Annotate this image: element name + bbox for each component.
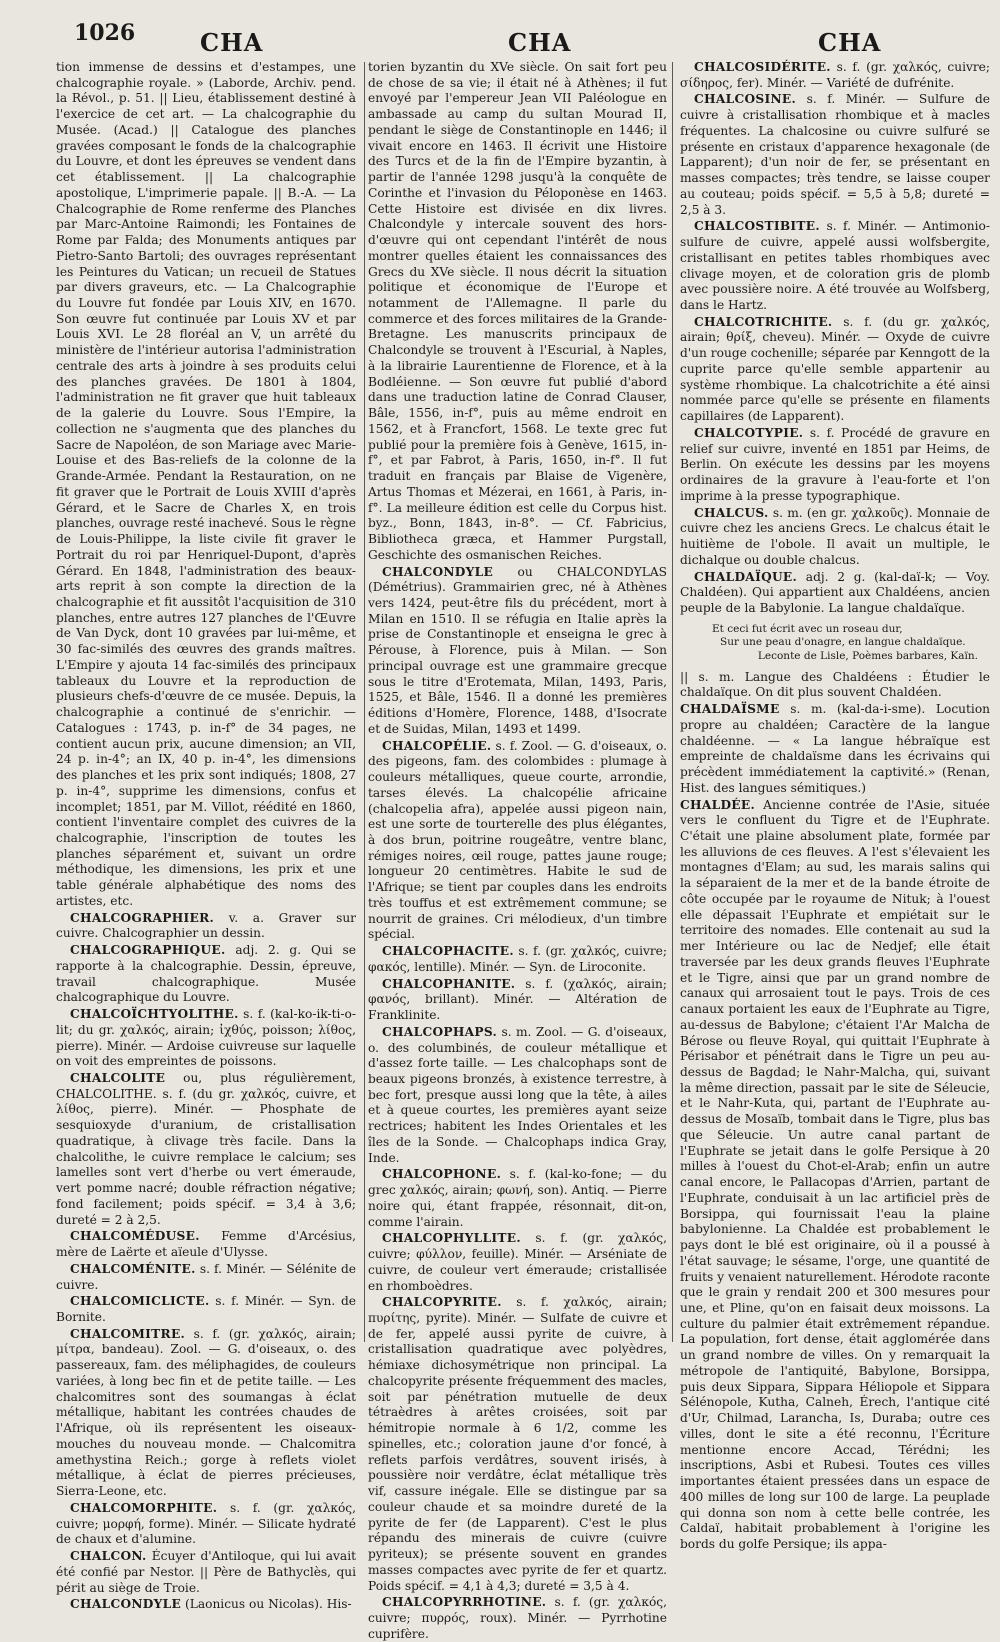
- dictionary-entry: [56, 1501, 356, 1548]
- entry-text: s. f. (gr. χαλκός, cuivre; φύλλον, feuille). Minér. — Arséniate de cuivre, de couleur vert émeraude; cristallisée en rhomboèdres.: [368, 1231, 667, 1293]
- entry-text: adj. 2 g. (kal-daï-k; — Voy. Chaldéen). Qui appartient aux Chaldéens, ancien peuple de la Babylonie. La langue chaldaïque.: [680, 569, 990, 615]
- verse-quotation: [712, 623, 978, 664]
- column-center: [356, 60, 668, 1641]
- entry-text: s. f. Minér. — Antimonio-sulfure de cuivre, appelé aussi wolfsbergite, cristallisant en petites tables rhombiques avec clivage moyen, et de coloration gris de plomb avec poussière noire. A été trouvée au Wolfsberg, dans le Hartz.: [680, 219, 991, 313]
- dictionary-entry: [672, 506, 990, 569]
- dictionary-entry: [672, 670, 990, 701]
- dictionary-entry: [56, 1597, 356, 1613]
- dictionary-entry: [672, 315, 990, 425]
- entry-headword: CHALCOPÉLIE.: [382, 738, 492, 753]
- column-right: [672, 60, 991, 1552]
- entry-headword: CHALCOPHAPS.: [382, 1024, 498, 1039]
- entry-headword: CHALDAÏSME: [680, 702, 780, 717]
- dictionary-entry: [56, 1262, 356, 1293]
- entry-text: s. f. (χαλκός, airain; φανός, brillant). Minér. — Altération de Franklinite.: [368, 976, 668, 1023]
- dictionary-entry: [356, 60, 667, 564]
- dictionary-entry: [56, 1327, 356, 1500]
- entry-text: s. f. (kal-ko-ik-ti-o-lit; du gr. χαλκός, airain; ἰχθύς, poisson; λίθος, pierre). Minér. — Ardoise cuivreuse sur laquelle on voit des empreintes de poissons.: [56, 1007, 356, 1069]
- entry-text: s. f. (gr. χαλκός, cuivre; φακός, lentille). Minér. — Syn. de Liroconite.: [368, 944, 667, 974]
- entry-headword: CHALCOMITRE.: [70, 1326, 186, 1341]
- entry-headword: CHALCUS.: [694, 505, 769, 520]
- dictionary-entry: [356, 1025, 667, 1167]
- entry-text: v. a. Graver sur cuivre. Chalcographier un dessin.: [56, 910, 357, 941]
- entry-text: tion immense de dessins et d'estampes, une chalcographie royale. » (Laborde, Archiv. pend. la Révol., p. 51. || Lieu, établissement destiné à l'exercice de cet art. — La chalcographie du Musée. (Acad.) || Catalogue des planches gravées composant le fonds de la chalcographie du Louvre, et dont les épreuves se vendent dans cet établissement. || La chalcographie apostolique, L'imprimerie papale. || B.-A. — La Chalcographie de Rome renferme des Planches par Marc-Antoine Raimondi; les Fontaines de Rome par Falda; des Monuments antiques par Pietro-Santo Bartoli; des ouvrages représentant les Peintures du Vatican; un recueil de Statues par divers graveurs, etc. — La Chalcographie du Louvre fut fondée par Louis XIV, en 1670. Son œuvre fut continuée par Louis XV et par Louis XVI. Le 28 floréal an V, un arrêté du ministère de l'intérieur autorisa l'administration centrale des arts à joindre à ses produits celui des planches gravées. De 1801 à 1804, l'administration ne fit graver que huit tableaux de la galerie du Louvre. Sous l'Empire, la collection ne s'augmenta que des planches du Sacre de Napoléon, de son Mariage avec Marie-Louise et des Bas-reliefs de la colonne de la Grande-Armée. Pendant la Restauration, on ne fit graver que le Portrait de Louis XVIII d'après Gérard, et le Sacre de Charles X, en trois planches, ouvrage resté inachevé. Sous le règne de Louis-Philippe, la liste civile fit graver le Portrait du roi par Henriquel-Dupont, d'après Gérard. En 1848, l'administration des beaux-arts reprit à son compte la direction de la chalcographie et fit aussitôt l'acquisition de 310 planches, entre autres 127 planches de l'Œuvre de Van Dyck, dont 10 gravées par lui-même, et 30 fac-similés des œuvres des grands maîtres. L'Empire y ajouta 14 fac-similés des principaux tableaux du Louvre et la reproduction de plusieurs chefs-d'œuvre de ce musée. Depuis, la chalcographie a continué de s'enrichir. — Catalogues : 1743, p. in-f° de 34 pages, ne contient aucun prix, aucune dimension; an VII, 24 p. in-4°; an IX, 40 p. in-4°, les dimensions des planches et les prix sont indiqués; 1808, 27 p. in-4°, supprime les dimensions, confus et incomplet; 1851, par M. Villot, réédité en 1860, contient l'inventaire complet des cuivres de la chalcographie, l'inscription de toutes les planches séparément et, suivant un ordre méthodique, les dimensions, les prix et une table générale alphabétique des noms des artistes, etc.: [56, 60, 356, 908]
- entry-headword: CHALCOPHANITE.: [382, 976, 516, 991]
- running-head-center: CHA: [508, 28, 572, 57]
- entry-text: torien byzantin du XVe siècle. On sait fort peu de chose de sa vie; il était né à Athènes; il fut envoyé par l'empereur Jean VII Paléologue en ambassade au camp du sultan Mourad II, pendant le siège de Constantinople en 1446; il vivait encore en 1463. Il écrivit une Histoire des Turcs et de la fin de l'Empire byzantin, à partir de l'année 1298 jusqu'à la conquête de Corinthe et l'invasion du Péloponèse en 1463. Cette Histoire est divisée en dix livres. Chalcondyle y intercale souvent des hors-d'œuvre qui ont cependant l'intérêt de nous montrer quelles étaient les connaissances des Grecs du XVe siècle. Il nous décrit la situation politique et économique de l'Europe et notamment de l'Allemagne. Il parle du commerce et des forces militaires de la Grande-Bretagne. Les manuscrits principaux de Chalcondyle se trouvent à l'Escurial, à Naples, à la librairie Laurentienne de Florence, et à la Bodléienne. — Son œuvre fut publié d'abord dans une traduction latine de Conrad Clauser, Bâle, 1556, in-f°, puis au même endroit en 1562, et à Francfort, 1568. Le texte grec fut publié pour la première fois à Genève, 1615, in-f°, et par Fabrot, à Paris, 1650, in-f°. Il fut traduit en français par Blaise de Vigenère, Artus Thomas et Mézerai, en 1661, à Paris, in-f°. La meilleure édition est celle du Corpus hist. byz., Bonn, 1843, in-8°. — Cf. Fabricius, Bibliotheca græca, et Hammer Purgstall, Geschichte des osmanischen Reiches.: [368, 60, 667, 562]
- quotation-source: Leconte de Lisle, Poèmes barbares, Kaïn.: [757, 649, 978, 662]
- dictionary-entry: [56, 1071, 356, 1228]
- entry-text: Écuyer d'Antiloque, qui lui avait été confié par Nestor. || Père de Bathyclès, qui périt au siège de Troie.: [56, 1549, 356, 1595]
- entry-headword: CHALCOÏCHTYOLITHE.: [70, 1007, 239, 1022]
- entry-headword: CHALCOSIDÉRITE.: [694, 60, 831, 74]
- entry-text: s. m. (en gr. χαλκοῦς). Monnaie de cuivre chez les anciens Grecs. Le chalcus était le huitième de l'obole. Il avait un multiple, le dichalque ou double chalcus.: [680, 505, 990, 567]
- dictionary-entry: [672, 798, 990, 1553]
- entry-text: adj. 2. g. Qui se rapporte à la chalcographie. Dessin, épreuve, travail chalcographique. Musée chalcographique du Louvre.: [56, 943, 357, 1005]
- entry-headword: CHALCOMÉDUSE.: [70, 1229, 200, 1244]
- entry-text: s. f. (gr. χαλκός, cuivre; πυρρός, roux). Minér. — Pyrrhotine cuprifère.: [368, 1595, 667, 1641]
- entry-text: (Laonicus ou Nicolas). His-: [185, 1597, 352, 1612]
- entry-text: s. m. Zool. — G. d'oiseaux, o. des columbinés, de couleur métallique et d'assez forte taille. — Les chalcophaps sont de beaux pigeons bronzés, à existence terrestre, à bec fort, presque aussi long que la tête, à ailes et à queue courtes, les premières ayant seize rectrices; habitent les Indes Orientales et les îles de la Sonde. — Chalcophaps indica Gray, Inde.: [368, 1024, 667, 1165]
- dictionary-entry: [356, 977, 667, 1024]
- entry-headword: CHALCOPYRITE.: [382, 1295, 502, 1310]
- entry-text: s. f. Minér. — Syn. de Bornite.: [56, 1294, 356, 1325]
- dictionary-entry: [672, 426, 990, 505]
- entry-headword: CHALCOPHYLLITE.: [382, 1231, 521, 1246]
- entry-headword: CHALCON.: [70, 1549, 147, 1564]
- entry-text: s. f. (gr. χαλκός, airain; μίτρα, bandeau). Zool. — G. d'oiseaux, o. des passereaux, fam. des méliphagides, de couleurs variées, à long bec fin et de petite taille. — Les chalcomitres sont des soumangas à éclat métallique, habitant les contrées chaudes de l'Afrique, où ils représentent les oiseaux-mouches du nouveau monde. — Chalcomitra amethystina Reich.; gorge à reflets violet métallique, à éclat de pierres précieuses, Sierra-Leone, etc.: [56, 1326, 356, 1499]
- entry-headword: CHALCOTYPIE.: [694, 425, 804, 440]
- entry-text: ou CHALCONDYLAS (Démétrius). Grammairien grec, né à Athènes vers 1424, peut-être fils du précédent, mort à Milan en 1510. Il se réfugia en Italie après la prise de Constantinople et enseigna le grec à Pérouse, à Florence, puis à Milan. — Son principal ouvrage est une grammaire grecque sous le titre d'Erotemata, Milan, 1493, Paris, 1525, et Bâle, 1546. Il a donné les premières éditions d'Homère, Florence, 1488, d'Isocrate et de Suidas, Milan, 1493 et 1499.: [368, 564, 668, 736]
- entry-headword: CHALCOSTIBITE.: [694, 219, 820, 234]
- entry-text: s. f. Minér. — Sulfure de cuivre à cristallisation rhombique et à macles fréquentes. La chalcosine ou cuivre sulfuré se présente en cristaux d'apparence hexagonale (de Lapparent); d'un noir de fer, se présentant en masses compactes; très tendre, se laisse couper au couteau; poids spécif. = 5,5 à 5,8; dureté = 2,5 à 3.: [680, 92, 990, 217]
- entry-headword: CHALCOPHACITE.: [382, 944, 514, 959]
- dictionary-entry: [356, 944, 667, 975]
- entry-headword: CHALCOMÉNITE.: [70, 1261, 196, 1276]
- dictionary-entry: [672, 92, 990, 218]
- entry-text: s. f. (du gr. χαλκός, airain; θρίξ, cheveu). Minér. — Oxyde de cuivre d'un rouge cochenille; séparée par Kenngott de la cuprite parce qu'elle semble appartenir au système rhombique. La chalcotrichite a été ainsi nommée parce qu'elle se présente en filaments capillaires (de Lapparent).: [680, 314, 991, 424]
- dictionary-entry: [672, 60, 990, 91]
- dictionary-entry: [56, 1294, 356, 1325]
- entry-text: s. f. χαλκός, airain; πυρίτης, pyrite). Minér. — Sulfate de cuivre et de fer, appelé aussi pyrite de cuivre, à cristallisation quadratique avec polyèdres, hémiaxe dichosymétrique non principal. La chalcopyrite présente fréquemment des macles, soit par pénétration mutuelle de deux tétraèdres à arêtes croisées, soit par hémitropie normale à 6 1/2, comme les spinelles, etc.; coloration jaune d'or foncé, à reflets parfois verdâtres, souvent irisés, à poussière noir verdâtre, éclat métallique très vif, cassure inégale. Elle se distingue par sa couleur chaude et sa moindre dureté de la pyrite de fer (de Lapparent). C'est le plus répandu des minerais de cuivre (cuivre pyriteux); se présente souvent en grandes masses compactes avec pyrite de fer et quartz. Poids spécif. = 4,1 à 4,3; dureté = 3,5 à 4.: [368, 1295, 667, 1593]
- entry-headword: CHALDAÏQUE.: [694, 569, 798, 584]
- entry-headword: CHALCONDYLE: [382, 564, 494, 579]
- entry-headword: CHALDÉE.: [680, 797, 756, 812]
- dictionary-entry: [56, 1549, 356, 1596]
- entry-text: ou, plus régulièrement, CHALCOLITHE. s. f. (du gr. χαλκός, cuivre, et λίθος, pierre). Minér. — Phosphate de sesquioxyde d'uranium, de cristallisation quadratique, à clivage très facile. Dans la chalcolithe, le cuivre remplace le calcium; ses lamelles sont vert d'herbe ou vert émeraude, vert pomme nacré; double réfraction négative; fond facilement; poids spécif. = 3,4 à 3,6; dureté = 2 à 2,5.: [56, 1071, 356, 1227]
- dictionary-entry: [356, 1295, 667, 1594]
- dictionary-entry: [356, 1167, 667, 1230]
- dictionary-entry: [672, 570, 990, 617]
- entry-headword: CHALCOTRICHITE.: [694, 314, 833, 329]
- entry-text: Ancienne contrée de l'Asie, située vers le confluent du Tigre et de l'Euphrate. C'était une plaine absolument plate, formée par les alluvions de ces fleuves. A l'est s'élevaient les montagnes d'Elam; au sud, les marais salins qui la séparaient de la mer et de la bande étroite de côte occupée par le royaume de Nituk; à l'ouest elle dépassait l'Euphrate et empiétait sur le territoire des nomades. Elle contenait au sud la mer Intérieure ou lac de Nedjef; elle était traversée par les deux grands fleuves l'Euphrate et le Tigre, ainsi que par un grand nombre de canaux qui arrosaient tout le pays. Trois de ces canaux portaient les eaux de l'Euphrate au Tigre, au-dessus de Babylone; c'étaient l'Ar Malcha de Bérose ou fleuve Royal, qui quittait l'Euphrate à Périsabor et pénétrait dans le Tigre un peu au-dessus de Bagdad; le Nahr-Malcha, qui, suivant la même direction, passait par le site de Séleucie, et le Nahr-Kuta, qui, partant de l'Euphrate au-dessus de Mosaïb, tombait dans le Tigre, plus bas que Séleucie. Un autre canal partant de l'Euphrate se jetait dans le golfe Persique à 20 milles à l'ouest du Chot-el-Arab; enfin un autre canal encore, le Pallacopas d'Arrien, partant de l'Euphrate, conduisait à un lac artificiel près de Borsippa, qui fournissait l'eau la plaine babylonienne. La Chaldée est probablement le pays dont le blé est originaire, où il a poussé à l'état sauvage; le sésame, l'orge, une quantité de fruits y venaient naturellement. Hérodote raconte que le grain y rendait 200 et 300 mesures pour une, et Pline, qu'on en faisait deux moissons. La culture du palmier était extrêmement répandue. La population, fort dense, était agglomérée dans un grand nombre de villes. On y remarquait la métropole de l'antiquité, Babylone, Borsippa, puis deux Sippara, Sippara Héliopole et Sippara Sélénopole, Kutha, Calneh, Érech, l'antique cité d'Ur, Chilmad, Larancha, Is, Duraba; outre ces villes, dont le site a été reconnu, l'Écriture mentionne encore Accad, Térédni; les inscriptions, Asbi et Rubesi. Toutes ces villes importantes étaient pressées dans un espace de 400 milles de long sur 100 de large. La peuplade qui donna son nom à cette belle contrée, les Caldaï, habitait probablement à l'origine les bords du golfe Persique; ils appa-: [680, 797, 990, 1552]
- dictionary-entry: [356, 1231, 667, 1294]
- entry-headword: CHALCOGRAPHIQUE.: [70, 943, 226, 958]
- entry-text: s. f. Procédé de gravure en relief sur cuivre, inventé en 1851 par Heims, de Berlin. On exécute les dessins par les moyens ordinaires de la gravure à l'eau-forte et l'on imprime à la presse typographique.: [680, 425, 991, 503]
- verse-line: Sur une peau d'onagre, en langue chaldaïque.: [720, 636, 966, 649]
- dictionary-entry: [56, 943, 356, 1006]
- entry-headword: CHALCOGRAPHIER.: [70, 910, 215, 925]
- entry-text: s. f. Minér. — Sélénite de cuivre.: [56, 1261, 357, 1292]
- entry-text: s. m. (kal-da-i-sme). Locution propre au chaldéen; Caractère de la langue chaldéenne. — « La langue hébraïque est empreinte de chaldaïsme dans les écrivains qui précèdent immédiatement la captivité.» (Renan, Hist. des langues sémitiques.): [680, 702, 991, 795]
- entry-text: s. f. (gr. χαλκός, cuivre; σίδηρος, fer). Minér. — Variété de dufrénite.: [680, 60, 991, 90]
- dictionary-entry: [356, 739, 667, 944]
- entry-text: Femme d'Arcésius, mère de Laërte et aïeule d'Ulysse.: [56, 1229, 356, 1260]
- page-number: 1026: [74, 20, 136, 46]
- entry-headword: CHALCOMORPHITE.: [70, 1500, 218, 1515]
- dictionary-entry: [56, 911, 356, 942]
- entry-headword: CHALCONDYLE: [70, 1597, 182, 1612]
- entry-text: s. f. (kal-ko-fone; — du grec χαλκός, airain; φωνή, son). Antiq. — Pierre noire qui, étant frappée, résonnait, dit-on, comme l'airain.: [368, 1167, 667, 1229]
- dictionary-entry: [672, 219, 990, 313]
- dictionary-entry: [56, 1007, 356, 1070]
- dictionary-entry: [672, 702, 990, 796]
- entry-text: s. f. Zool. — G. d'oiseaux, o. des pigeons, fam. des colombides : plumage à couleurs métalliques, queue courte, arrondie, tarses élevés. La chalcopélie africaine (chalcopelia afra), appelée aussi pigeon nain, est une sorte de tourterelle des plus élégantes, à dos brun, poitrine rougeâtre, ventre blanc, rémiges noires, œil rouge, pattes jaune rouge; longueur 20 centimètres. Habite le sud de l'Afrique; se tient par couples dans les endroits très touffus et est extrêmement commune; se nourrit de graines. Cri mélodieux, d'un timbre spécial.: [368, 738, 667, 942]
- entry-text: || s. m. Langue des Chaldéens : Étudier le chaldaïque. On dit plus souvent Chaldéen.: [680, 669, 990, 700]
- column-left: [56, 60, 357, 1612]
- entry-headword: CHALCOLITE: [70, 1071, 166, 1085]
- verse-line: Et ceci fut écrit avec un roseau dur,: [712, 622, 903, 635]
- dictionary-entry: [356, 565, 667, 738]
- entry-headword: CHALCOPHONE.: [382, 1167, 502, 1182]
- running-head-left: CHA: [200, 28, 264, 57]
- entry-headword: CHALCOPYRRHOTINE.: [382, 1595, 547, 1610]
- dictionary-entry: [356, 1595, 667, 1642]
- entry-headword: CHALCOSINE.: [694, 92, 797, 107]
- entry-text: s. f. (gr. χαλκός, cuivre; μορφή, forme). Minér. — Silicate hydraté de chaux et d'alumine.: [56, 1500, 356, 1547]
- dictionary-entry: [56, 1229, 356, 1260]
- dictionary-entry: [56, 60, 356, 910]
- entry-headword: CHALCOMICLICTE.: [70, 1294, 210, 1309]
- running-head-right: CHA: [818, 28, 882, 57]
